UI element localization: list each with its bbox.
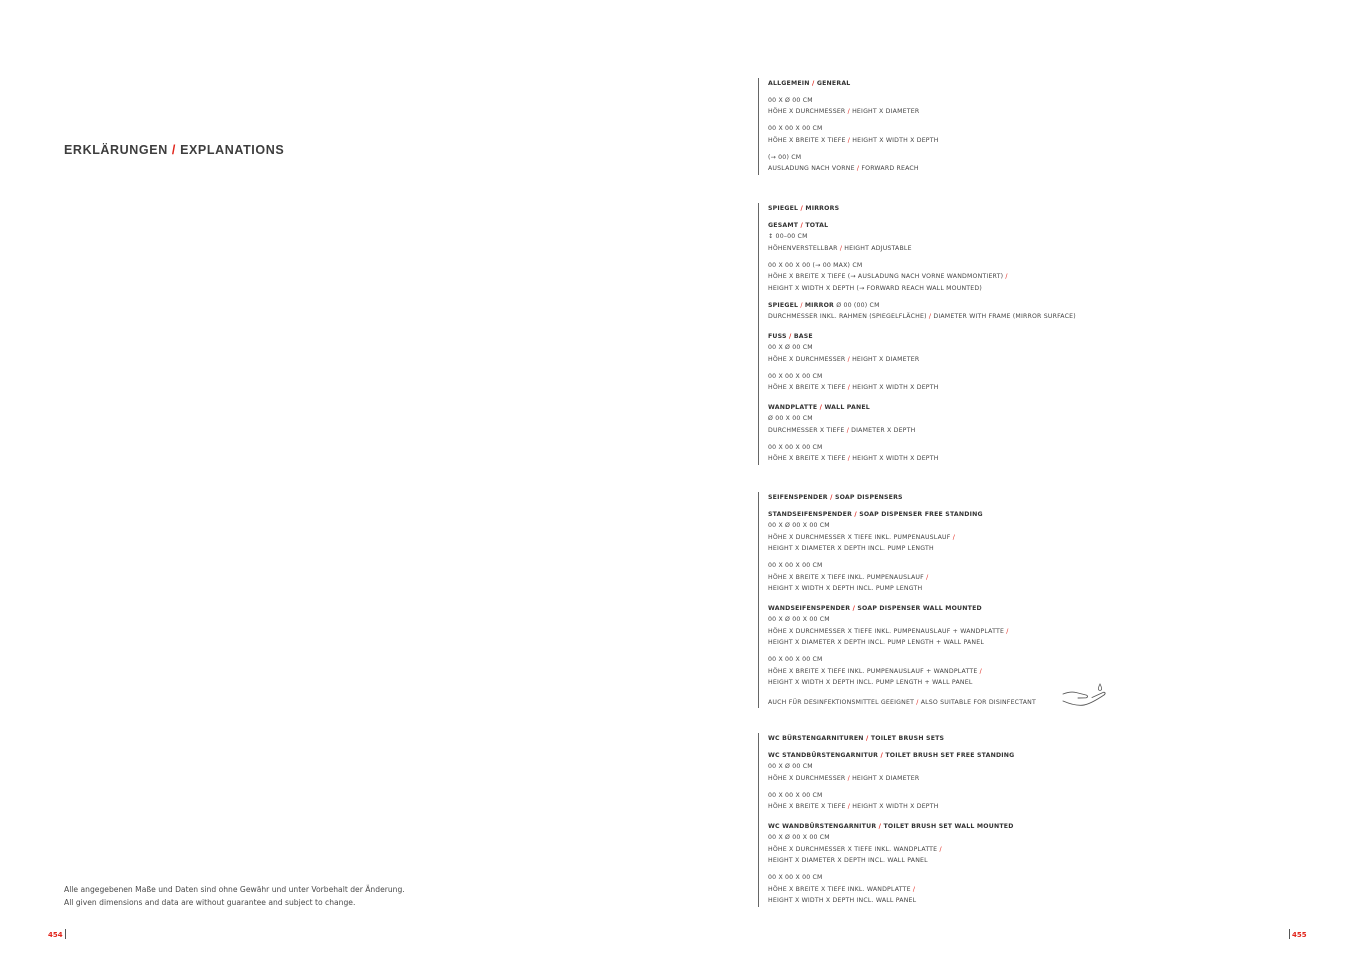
dim-desc: DURCHMESSER INKL. RAHMEN (SPIEGELFLÄCHE) / DIAMETER WITH FRAME (MIRROR SURFACE)	[768, 313, 1076, 320]
dim-desc: HÖHE X DURCHMESSER X TIEFE INKL. PUMPENAUSLAUF + WANDPLATTE /	[768, 627, 1009, 635]
dim-desc: DURCHMESSER X TIEFE / DIAMETER X DEPTH	[768, 426, 916, 434]
dim-desc-en: HEIGHT X WIDTH X DEPTH INCL. PUMP LENGTH	[768, 585, 923, 592]
page-number-left-value: 454	[48, 931, 63, 939]
dim-value: 00 X 00 X 00 CM	[768, 125, 823, 132]
section-mirrors	[758, 203, 1118, 465]
dim-desc-en: HEIGHT X WIDTH X DEPTH INCL. PUMP LENGTH + WALL PANEL	[768, 679, 973, 686]
section-soap-dispensers	[758, 492, 1118, 708]
dim-value: 00 X Ø 00 X 00 CM	[768, 834, 830, 841]
dim-desc: HÖHE X BREITE X TIEFE (→ AUSLADUNG NACH VORNE WANDMONTIERT) /	[768, 273, 1008, 280]
dim-desc: HÖHE X DURCHMESSER / HEIGHT X DIAMETER	[768, 774, 920, 782]
dim-desc: HÖHE X BREITE X TIEFE INKL. PUMPENAUSLAUF + WANDPLATTE /	[768, 667, 982, 675]
dim-desc-en: HEIGHT X DIAMETER X DEPTH INCL. WALL PANEL	[768, 857, 928, 864]
dim-value: 00 X Ø 00 X 00 CM	[768, 616, 830, 623]
dim-value: 00 X 00 X 00 (→ 00 MAX) CM	[768, 261, 863, 269]
heading-de: ALLGEMEIN	[768, 80, 810, 87]
dim-value: (→ 00) CM	[768, 153, 802, 161]
page-number-divider	[65, 929, 66, 939]
dim-value: Ø 00 X 00 CM	[768, 415, 813, 422]
dim-value: 00 X 00 X 00 CM	[768, 656, 823, 663]
subheading-base: FUSS / BASE	[768, 332, 813, 340]
page-number-right-value: 455	[1292, 931, 1307, 939]
section-general	[758, 78, 1118, 175]
dim-value: 00 X Ø 00 CM	[768, 344, 813, 351]
subheading-free-standing: STANDSEIFENSPENDER / SOAP DISPENSER FREE STANDING	[768, 510, 983, 518]
dim-desc: HÖHE X DURCHMESSER X TIEFE INKL. PUMPENAUSLAUF /	[768, 533, 955, 541]
subheading-free-standing: WC STANDBÜRSTENGARNITUR / TOILET BRUSH SET FREE STANDING	[768, 751, 1015, 759]
page-number-left	[48, 929, 66, 939]
title-slash: /	[171, 143, 176, 157]
dim-desc-en: HEIGHT X WIDTH X DEPTH (→ FORWARD REACH WALL MOUNTED)	[768, 284, 982, 292]
disclaimer-de: Alle angegebenen Maße und Daten sind ohne Gewähr und unter Vorbehalt der Änderung.	[64, 885, 405, 894]
dim-value: 00 X Ø 00 X 00 CM	[768, 522, 830, 529]
disinfectant-note: AUCH FÜR DESINFEKTIONSMITTEL GEEIGNET / ALSO SUITABLE FOR DISINFECTANT	[768, 698, 1036, 706]
dim-desc: HÖHE X BREITE X TIEFE / HEIGHT X WIDTH X DEPTH	[768, 455, 939, 462]
dim-value: 00 X Ø 00 CM	[768, 763, 813, 770]
dim-desc: HÖHE X BREITE X TIEFE / HEIGHT X WIDTH X DEPTH	[768, 136, 939, 144]
dim-desc: HÖHE X DURCHMESSER / HEIGHT X DIAMETER	[768, 355, 920, 363]
dim-desc-en: HEIGHT X WIDTH X DEPTH INCL. WALL PANEL	[768, 897, 917, 904]
dim-desc: HÖHE X BREITE X TIEFE / HEIGHT X WIDTH X DEPTH	[768, 384, 939, 391]
mirror-spec: SPIEGEL / MIRROR Ø 00 (00) CM	[768, 301, 880, 309]
subheading-wall-panel: WANDPLATTE / WALL PANEL	[768, 403, 870, 411]
dim-desc-en: HEIGHT X DIAMETER X DEPTH INCL. PUMP LENGTH + WALL PANEL	[768, 639, 985, 646]
slash: /	[812, 80, 815, 87]
dim-value: 00 X Ø 00 CM	[768, 96, 813, 104]
page-number-divider	[1289, 929, 1290, 939]
page-title	[64, 143, 284, 157]
disclaimer-en: All given dimensions and data are without guarantee and subject to change.	[64, 898, 356, 907]
dim-value: ↕ 00–00 CM	[768, 233, 808, 240]
title-de: ERKLÄRUNGEN	[64, 143, 168, 157]
dim-desc: AUSLADUNG NACH VORNE / FORWARD REACH	[768, 165, 919, 172]
dim-desc: HÖHE X DURCHMESSER X TIEFE INKL. WANDPLATTE /	[768, 845, 942, 853]
dim-value: 00 X 00 X 00 CM	[768, 791, 823, 799]
page-number-right	[1289, 929, 1307, 939]
section-heading: WC BÜRSTENGARNITUREN / TOILET BRUSH SETS	[768, 735, 945, 742]
section-heading	[768, 78, 1118, 90]
dim-desc-en: HEIGHT X DIAMETER X DEPTH INCL. PUMP LENGTH	[768, 545, 934, 552]
subheading-wall-mounted: WANDSEIFENSPENDER / SOAP DISPENSER WALL MOUNTED	[768, 604, 982, 612]
dim-value: 00 X 00 X 00 CM	[768, 443, 823, 451]
dim-value: 00 X 00 X 00 CM	[768, 372, 823, 380]
dim-desc: HÖHE X BREITE X TIEFE INKL. WANDPLATTE /	[768, 885, 916, 893]
title-en: EXPLANATIONS	[180, 143, 285, 157]
hand-drop-icon	[1062, 681, 1108, 709]
section-heading: SEIFENSPENDER / SOAP DISPENSERS	[768, 494, 903, 501]
disclaimer	[64, 883, 405, 909]
dim-value: 00 X 00 X 00 CM	[768, 874, 823, 881]
section-toilet-brush-sets	[758, 733, 1118, 907]
dim-desc: HÖHENVERSTELLBAR / HEIGHT ADJUSTABLE	[768, 244, 912, 252]
dim-value: 00 X 00 X 00 CM	[768, 562, 823, 569]
subheading-wall-mounted: WC WANDBÜRSTENGARNITUR / TOILET BRUSH SET WALL MOUNTED	[768, 822, 1014, 830]
dim-desc: HÖHE X BREITE X TIEFE / HEIGHT X WIDTH X DEPTH	[768, 803, 939, 810]
dim-desc: HÖHE X DURCHMESSER / HEIGHT X DIAMETER	[768, 108, 920, 115]
section-heading: SPIEGEL / MIRRORS	[768, 205, 840, 212]
subheading-total: GESAMT / TOTAL	[768, 221, 829, 229]
dim-desc: HÖHE X BREITE X TIEFE INKL. PUMPENAUSLAUF /	[768, 573, 929, 581]
heading-en: GENERAL	[816, 80, 851, 87]
